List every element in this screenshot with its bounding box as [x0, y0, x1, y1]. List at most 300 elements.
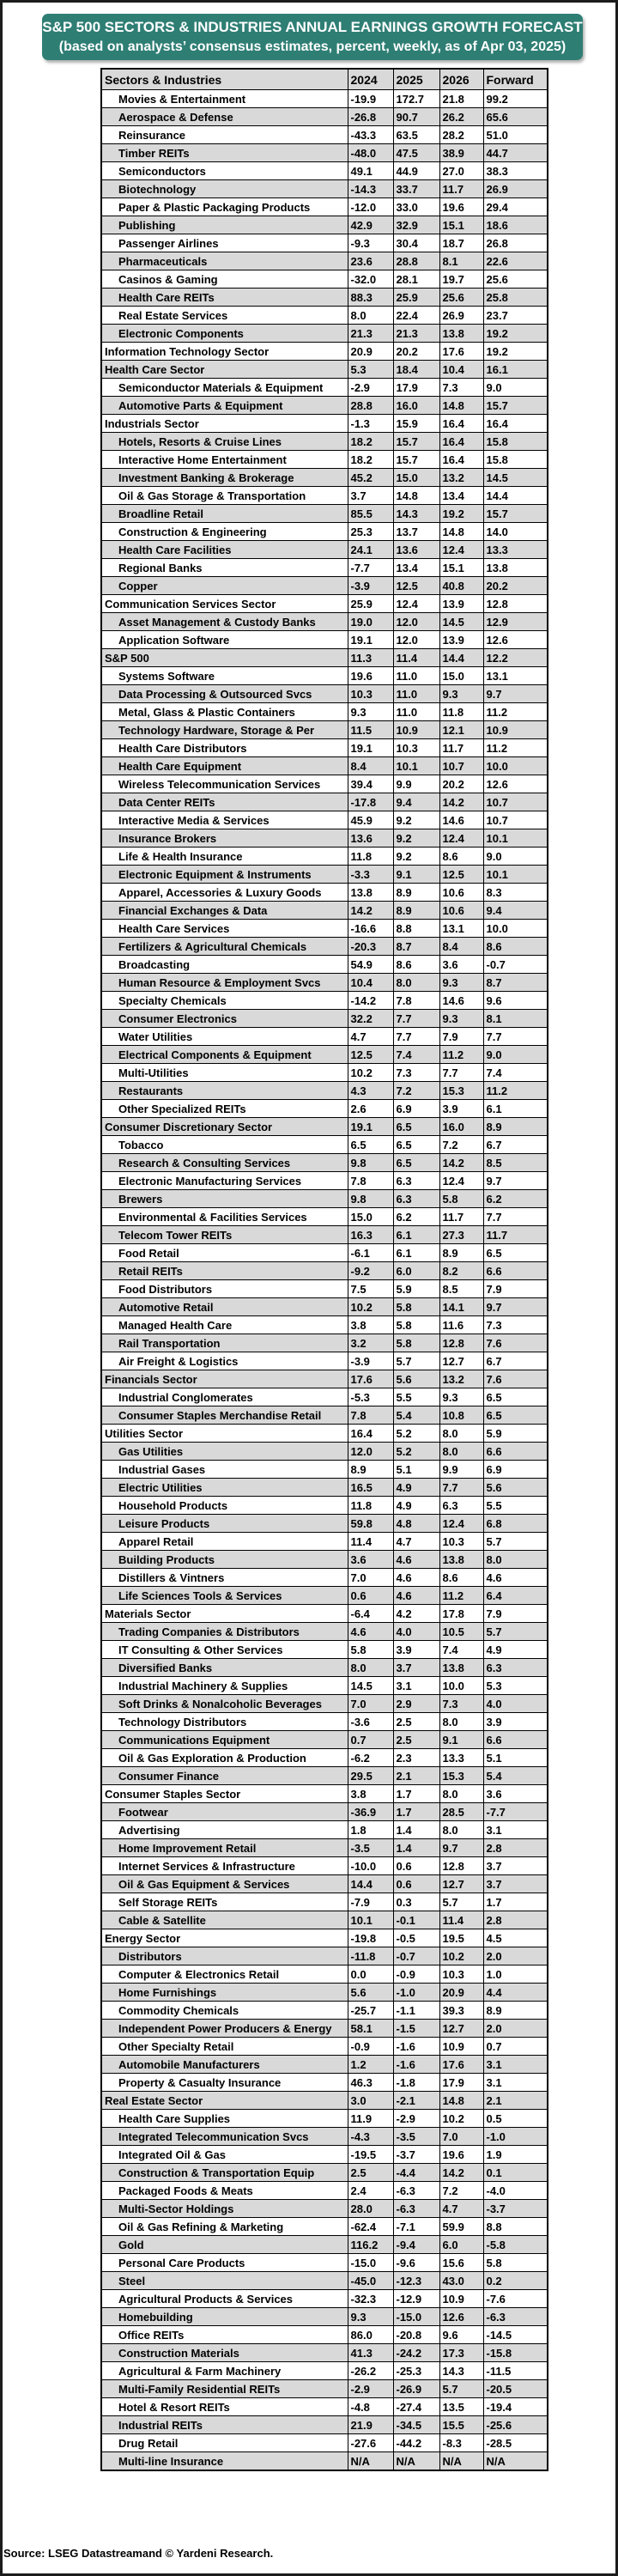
value-cell: 29.4 — [483, 198, 548, 216]
value-cell: 16.4 — [439, 415, 483, 433]
value-cell: 32.9 — [393, 216, 439, 234]
table-row — [101, 1262, 548, 1280]
value-cell: 5.9 — [483, 1425, 548, 1443]
table-row — [101, 1749, 548, 1767]
value-cell: 12.1 — [439, 721, 483, 739]
value-cell: 10.7 — [439, 757, 483, 775]
value-cell: -32.0 — [348, 270, 393, 289]
value-cell: 2.8 — [483, 1839, 548, 1857]
industry-name-cell: Diversified Banks — [101, 1659, 348, 1677]
value-cell: 3.6 — [483, 1785, 548, 1803]
value-cell: 8.0 — [348, 307, 393, 325]
value-cell: 59.8 — [348, 1515, 393, 1533]
table-row — [101, 2434, 548, 2452]
table-row — [101, 2038, 548, 2056]
value-cell: 4.7 — [393, 1533, 439, 1551]
industry-name-cell: Health Care Services — [101, 920, 348, 938]
value-cell: 14.5 — [439, 613, 483, 631]
value-cell: 7.3 — [439, 1695, 483, 1713]
value-cell: 13.1 — [439, 920, 483, 938]
value-cell: 12.4 — [439, 1172, 483, 1190]
industry-name-cell: Paper & Plastic Packaging Products — [101, 198, 348, 216]
industry-name-cell: Leisure Products — [101, 1515, 348, 1533]
table-row — [101, 992, 548, 1010]
value-cell: -9.4 — [393, 2236, 439, 2254]
value-cell: 19.6 — [348, 667, 393, 685]
value-cell: 26.8 — [483, 234, 548, 252]
value-cell: -1.5 — [393, 2020, 439, 2038]
table-row — [101, 1352, 548, 1370]
value-cell: 26.2 — [439, 108, 483, 126]
table-row — [101, 613, 548, 631]
value-cell: -20.3 — [348, 938, 393, 956]
value-cell: 13.8 — [483, 559, 548, 577]
value-cell: 11.7 — [439, 180, 483, 198]
value-cell: 7.8 — [348, 1406, 393, 1425]
table-row — [101, 2002, 548, 2020]
industry-name-cell: Oil & Gas Equipment & Services — [101, 1875, 348, 1893]
value-cell: 11.7 — [439, 739, 483, 757]
value-cell: 11.2 — [483, 703, 548, 721]
value-cell: 9.3 — [439, 1010, 483, 1028]
value-cell: 88.3 — [348, 289, 393, 307]
value-cell: 13.6 — [348, 829, 393, 848]
value-cell: 2.9 — [393, 1695, 439, 1713]
value-cell: 11.7 — [439, 1208, 483, 1226]
value-cell: 8.6 — [439, 848, 483, 866]
industry-name-cell: Construction Materials — [101, 2344, 348, 2362]
value-cell: 8.0 — [348, 1659, 393, 1677]
value-cell: 6.5 — [393, 1118, 439, 1136]
industry-name-cell: Oil & Gas Refining & Marketing — [101, 2218, 348, 2236]
value-cell: 15.6 — [439, 2254, 483, 2272]
value-cell: 4.5 — [483, 1929, 548, 1947]
industry-name-cell: Reinsurance — [101, 126, 348, 144]
industry-name-cell: Health Care Facilities — [101, 541, 348, 559]
column-header-2025: 2025 — [393, 69, 439, 90]
value-cell: 11.8 — [439, 703, 483, 721]
value-cell: 7.9 — [483, 1280, 548, 1298]
industry-name-cell: Technology Hardware, Storage & Per — [101, 721, 348, 739]
value-cell: 6.6 — [483, 1731, 548, 1749]
table-row — [101, 1118, 548, 1136]
value-cell: 16.0 — [439, 1118, 483, 1136]
value-cell: 19.1 — [348, 631, 393, 649]
value-cell: -16.6 — [348, 920, 393, 938]
value-cell: 28.8 — [348, 397, 393, 415]
industry-name-cell: Integrated Oil & Gas — [101, 2146, 348, 2164]
value-cell: 4.6 — [483, 1569, 548, 1587]
value-cell: 14.5 — [483, 469, 548, 487]
value-cell: 10.0 — [439, 1677, 483, 1695]
industry-name-cell: Electric Utilities — [101, 1479, 348, 1497]
value-cell: 17.6 — [439, 2056, 483, 2074]
value-cell: 4.4 — [483, 1984, 548, 2002]
value-cell: 10.2 — [348, 1298, 393, 1316]
value-cell: 5.2 — [393, 1425, 439, 1443]
value-cell: 13.8 — [348, 884, 393, 902]
value-cell: -9.3 — [348, 234, 393, 252]
industry-name-cell: Human Resource & Employment Svcs — [101, 974, 348, 992]
value-cell: -19.5 — [348, 2146, 393, 2164]
value-cell: 7.3 — [393, 1064, 439, 1082]
value-cell: 8.0 — [393, 974, 439, 992]
industry-name-cell: Consumer Finance — [101, 1767, 348, 1785]
value-cell: -14.3 — [348, 180, 393, 198]
table-row — [101, 379, 548, 397]
table-row — [101, 1875, 548, 1893]
industry-name-cell: Automobile Manufacturers — [101, 2056, 348, 2074]
industry-name-cell: Consumer Electronics — [101, 1010, 348, 1028]
value-cell: 12.4 — [439, 541, 483, 559]
value-cell: 5.5 — [483, 1497, 548, 1515]
value-cell: 0.5 — [483, 2110, 548, 2128]
value-cell: -0.7 — [393, 1947, 439, 1965]
value-cell: 8.6 — [393, 956, 439, 974]
value-cell: 11.4 — [439, 1911, 483, 1929]
value-cell: 15.3 — [439, 1767, 483, 1785]
industry-name-cell: Packaged Foods & Meats — [101, 2182, 348, 2200]
value-cell: -20.5 — [483, 2380, 548, 2398]
value-cell: 0.3 — [393, 1893, 439, 1911]
value-cell: -14.2 — [348, 992, 393, 1010]
table-row — [101, 1046, 548, 1064]
table-row — [101, 505, 548, 523]
value-cell: 9.4 — [393, 793, 439, 811]
table-row — [101, 180, 548, 198]
page-subtitle: (based on analysts’ consensus estimates, percent, weekly, as of Apr 03, 2025) — [58, 39, 566, 54]
value-cell: 6.7 — [483, 1136, 548, 1154]
value-cell: 6.5 — [348, 1136, 393, 1154]
value-cell: 9.3 — [439, 685, 483, 703]
value-cell: 8.0 — [439, 1443, 483, 1461]
value-cell: 14.8 — [439, 523, 483, 541]
value-cell: -1.0 — [393, 1984, 439, 2002]
table-row — [101, 1803, 548, 1821]
table-row — [101, 667, 548, 685]
value-cell: 43.0 — [439, 2272, 483, 2290]
value-cell: 11.6 — [439, 1316, 483, 1334]
value-cell: 30.4 — [393, 234, 439, 252]
value-cell: 18.2 — [348, 433, 393, 451]
industry-name-cell: Real Estate Services — [101, 307, 348, 325]
table-row — [101, 866, 548, 884]
table-row — [101, 793, 548, 811]
table-row — [101, 1010, 548, 1028]
value-cell: -26.9 — [393, 2380, 439, 2398]
value-cell: 14.2 — [439, 2164, 483, 2182]
value-cell: -4.8 — [348, 2398, 393, 2416]
value-cell: 23.6 — [348, 252, 393, 270]
value-cell: 3.2 — [348, 1334, 393, 1352]
table-row — [101, 631, 548, 649]
value-cell: -1.0 — [483, 2128, 548, 2146]
value-cell: 13.2 — [439, 1370, 483, 1388]
value-cell: 15.7 — [393, 433, 439, 451]
table-row — [101, 1587, 548, 1605]
value-cell: 2.0 — [483, 1947, 548, 1965]
value-cell: 19.5 — [439, 1929, 483, 1947]
industry-name-cell: Distillers & Vintners — [101, 1569, 348, 1587]
value-cell: -19.8 — [348, 1929, 393, 1947]
value-cell: 8.0 — [439, 1821, 483, 1839]
value-cell: 13.3 — [439, 1749, 483, 1767]
value-cell: 13.2 — [439, 469, 483, 487]
table-row — [101, 1028, 548, 1046]
forecast-table-container — [100, 68, 548, 2471]
value-cell: 20.9 — [439, 1984, 483, 2002]
industry-name-cell: Gas Utilities — [101, 1443, 348, 1461]
value-cell: 0.6 — [348, 1587, 393, 1605]
value-cell: 6.5 — [483, 1244, 548, 1262]
value-cell: 12.5 — [348, 1046, 393, 1064]
value-cell: 14.2 — [348, 902, 393, 920]
value-cell: 10.4 — [348, 974, 393, 992]
industry-name-cell: Multi-Family Residential REITs — [101, 2380, 348, 2398]
value-cell: -5.8 — [483, 2236, 548, 2254]
value-cell: 4.9 — [393, 1479, 439, 1497]
value-cell: 6.6 — [483, 1262, 548, 1280]
value-cell: 7.8 — [393, 992, 439, 1010]
value-cell: 8.9 — [393, 884, 439, 902]
value-cell: 25.8 — [483, 289, 548, 307]
value-cell: -6.3 — [483, 2308, 548, 2326]
industry-name-cell: Specialty Chemicals — [101, 992, 348, 1010]
value-cell: 8.4 — [439, 938, 483, 956]
value-cell: 13.5 — [439, 2398, 483, 2416]
value-cell: -4.4 — [393, 2164, 439, 2182]
table-row — [101, 2182, 548, 2200]
value-cell: 13.6 — [393, 541, 439, 559]
industry-name-cell: Footwear — [101, 1803, 348, 1821]
value-cell: 8.0 — [439, 1425, 483, 1443]
value-cell: 6.6 — [483, 1443, 548, 1461]
value-cell: 25.9 — [393, 289, 439, 307]
value-cell: 12.9 — [483, 613, 548, 631]
industry-name-cell: Oil & Gas Storage & Transportation — [101, 487, 348, 505]
value-cell: -1.6 — [393, 2056, 439, 2074]
value-cell: 10.3 — [348, 685, 393, 703]
value-cell: 5.8 — [393, 1334, 439, 1352]
industry-name-cell: Health Care Distributors — [101, 739, 348, 757]
value-cell: 49.1 — [348, 162, 393, 180]
value-cell: 1.4 — [393, 1821, 439, 1839]
industry-name-cell: Industrial Conglomerates — [101, 1388, 348, 1406]
value-cell: -12.9 — [393, 2290, 439, 2308]
value-cell: 7.7 — [393, 1028, 439, 1046]
table-row — [101, 541, 548, 559]
value-cell: 6.3 — [393, 1172, 439, 1190]
industry-name-cell: Fertilizers & Agricultural Chemicals — [101, 938, 348, 956]
value-cell: 14.3 — [439, 2362, 483, 2380]
industry-name-cell: Metal, Glass & Plastic Containers — [101, 703, 348, 721]
value-cell: 28.5 — [439, 1803, 483, 1821]
value-cell: 20.2 — [393, 343, 439, 361]
value-cell: 4.2 — [393, 1605, 439, 1623]
value-cell: 3.9 — [439, 1100, 483, 1118]
value-cell: 12.8 — [439, 1857, 483, 1875]
table-row — [101, 1713, 548, 1731]
industry-name-cell: Electronic Components — [101, 325, 348, 343]
value-cell: -1.8 — [393, 2074, 439, 2092]
industry-name-cell: Self Storage REITs — [101, 1893, 348, 1911]
industry-name-cell: Other Specialty Retail — [101, 2038, 348, 2056]
value-cell: 13.4 — [393, 559, 439, 577]
value-cell: 10.1 — [483, 829, 548, 848]
value-cell: 7.7 — [393, 1010, 439, 1028]
value-cell: 5.9 — [393, 1280, 439, 1298]
value-cell: 3.7 — [348, 487, 393, 505]
value-cell: 14.8 — [439, 2092, 483, 2110]
value-cell: 10.9 — [439, 2290, 483, 2308]
table-row — [101, 974, 548, 992]
value-cell: 7.6 — [483, 1334, 548, 1352]
value-cell: 9.2 — [393, 811, 439, 829]
value-cell: -11.5 — [483, 2362, 548, 2380]
value-cell: 12.5 — [439, 866, 483, 884]
industry-name-cell: Internet Services & Infrastructure — [101, 1857, 348, 1875]
sector-name-cell: Financials Sector — [101, 1370, 348, 1388]
table-row — [101, 2344, 548, 2362]
table-row — [101, 2092, 548, 2110]
value-cell: -32.3 — [348, 2290, 393, 2308]
value-cell: -27.6 — [348, 2434, 393, 2452]
value-cell: 14.8 — [393, 487, 439, 505]
value-cell: -7.6 — [483, 2290, 548, 2308]
value-cell: 5.3 — [483, 1677, 548, 1695]
industry-name-cell: Apparel, Accessories & Luxury Goods — [101, 884, 348, 902]
value-cell: 19.2 — [439, 505, 483, 523]
value-cell: 90.7 — [393, 108, 439, 126]
column-header-sectors: Sectors & Industries — [101, 69, 348, 90]
table-row — [101, 1244, 548, 1262]
industry-name-cell: Publishing — [101, 216, 348, 234]
value-cell: -45.0 — [348, 2272, 393, 2290]
value-cell: 3.9 — [483, 1713, 548, 1731]
table-row — [101, 2272, 548, 2290]
table-row — [101, 1677, 548, 1695]
table-row — [101, 1551, 548, 1569]
value-cell: -36.9 — [348, 1803, 393, 1821]
value-cell: 11.2 — [483, 739, 548, 757]
table-row — [101, 1965, 548, 1984]
value-cell: 19.0 — [348, 613, 393, 631]
industry-name-cell: Health Care Supplies — [101, 2110, 348, 2128]
table-row — [101, 1100, 548, 1118]
value-cell: 13.1 — [483, 667, 548, 685]
table-row — [101, 848, 548, 866]
value-cell: 14.2 — [439, 1154, 483, 1172]
value-cell: 12.4 — [439, 1515, 483, 1533]
value-cell: -7.9 — [348, 1893, 393, 1911]
value-cell: 6.7 — [483, 1352, 548, 1370]
value-cell: 12.7 — [439, 1352, 483, 1370]
value-cell: -24.2 — [393, 2344, 439, 2362]
value-cell: 38.3 — [483, 162, 548, 180]
industry-name-cell: Consumer Staples Merchandise Retail — [101, 1406, 348, 1425]
table-row — [101, 487, 548, 505]
value-cell: 13.4 — [439, 487, 483, 505]
value-cell: 7.9 — [439, 1028, 483, 1046]
table-row — [101, 902, 548, 920]
value-cell: 17.6 — [348, 1370, 393, 1388]
value-cell: 18.7 — [439, 234, 483, 252]
industry-name-cell: Water Utilities — [101, 1028, 348, 1046]
industry-name-cell: Agricultural Products & Services — [101, 2290, 348, 2308]
table-row — [101, 162, 548, 180]
table-row — [101, 2452, 548, 2471]
value-cell: 12.2 — [483, 649, 548, 667]
industry-name-cell: Managed Health Care — [101, 1316, 348, 1334]
industry-name-cell: Food Distributors — [101, 1280, 348, 1298]
table-row — [101, 1785, 548, 1803]
value-cell: 15.7 — [483, 505, 548, 523]
industry-name-cell: Wireless Telecommunication Services — [101, 775, 348, 793]
industry-name-cell: Insurance Brokers — [101, 829, 348, 848]
value-cell: 7.7 — [483, 1208, 548, 1226]
value-cell: 11.2 — [439, 1046, 483, 1064]
sector-name-cell: Energy Sector — [101, 1929, 348, 1947]
industry-name-cell: Data Center REITs — [101, 793, 348, 811]
value-cell: 8.1 — [439, 252, 483, 270]
value-cell: -3.3 — [348, 866, 393, 884]
value-cell: 11.0 — [393, 703, 439, 721]
table-row — [101, 1406, 548, 1425]
table-header-row — [101, 69, 548, 90]
value-cell: 38.9 — [439, 144, 483, 162]
value-cell: 45.9 — [348, 811, 393, 829]
value-cell: 8.9 — [348, 1461, 393, 1479]
value-cell: 10.4 — [439, 361, 483, 379]
value-cell: 28.2 — [439, 126, 483, 144]
value-cell: 9.1 — [393, 866, 439, 884]
value-cell: 12.6 — [483, 631, 548, 649]
value-cell: 3.7 — [483, 1857, 548, 1875]
value-cell: -26.2 — [348, 2362, 393, 2380]
value-cell: 16.4 — [483, 415, 548, 433]
value-cell: 11.7 — [483, 1226, 548, 1244]
value-cell: -2.1 — [393, 2092, 439, 2110]
industry-name-cell: Multi-line Insurance — [101, 2452, 348, 2471]
value-cell: 10.9 — [483, 721, 548, 739]
value-cell: 5.7 — [439, 2380, 483, 2398]
table-row — [101, 1767, 548, 1785]
value-cell: 10.0 — [483, 920, 548, 938]
column-header-2026: 2026 — [439, 69, 483, 90]
value-cell: 28.8 — [393, 252, 439, 270]
value-cell: 12.4 — [393, 595, 439, 613]
value-cell: 8.9 — [483, 2002, 548, 2020]
value-cell: 8.9 — [483, 1118, 548, 1136]
value-cell: 2.1 — [393, 1767, 439, 1785]
forecast-table — [100, 68, 548, 2471]
page-title: S&P 500 SECTORS & INDUSTRIES ANNUAL EARNINGS GROWTH FORECAST — [42, 19, 583, 35]
table-row — [101, 2128, 548, 2146]
table-row — [101, 2074, 548, 2092]
value-cell: -6.1 — [348, 1244, 393, 1262]
value-cell: 4.9 — [393, 1497, 439, 1515]
value-cell: -19.9 — [348, 90, 393, 108]
table-row — [101, 1226, 548, 1244]
value-cell: 3.8 — [348, 1785, 393, 1803]
table-row — [101, 1731, 548, 1749]
value-cell: 6.4 — [483, 1587, 548, 1605]
table-row — [101, 2416, 548, 2434]
value-cell: 7.4 — [393, 1046, 439, 1064]
value-cell: 54.9 — [348, 956, 393, 974]
value-cell: 5.4 — [393, 1406, 439, 1425]
value-cell: 7.7 — [439, 1064, 483, 1082]
